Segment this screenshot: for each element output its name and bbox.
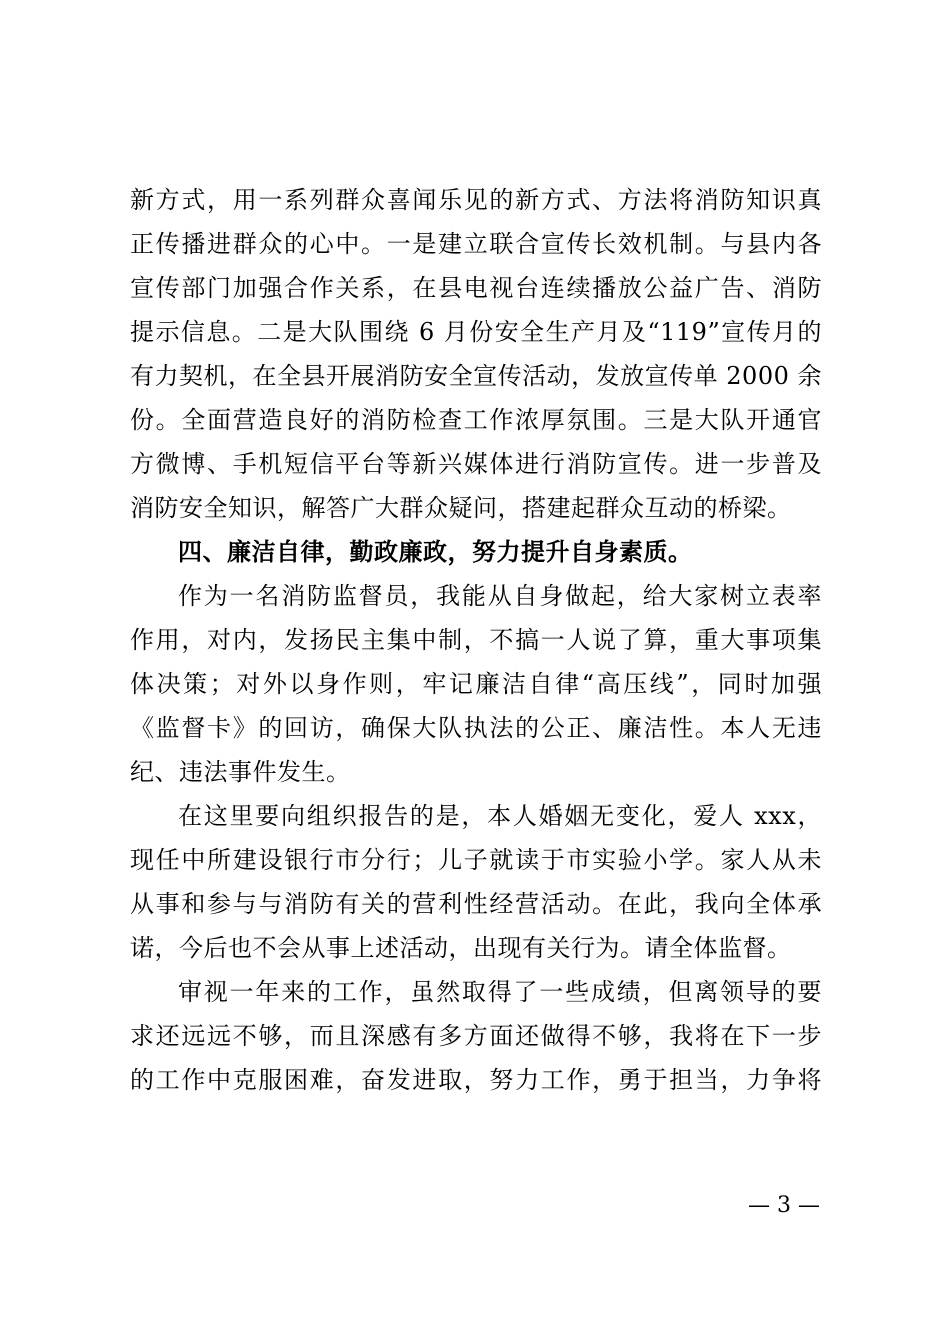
section-heading: 四、廉洁自律，勤政廉政，努力提升自身素质。 — [178, 537, 693, 566]
body-text — [130, 178, 822, 1102]
text-line: 审视一年来的工作，虽然取得了一些成绩，但离领导的要 — [178, 978, 822, 1006]
text-line: 有力契机，在全县开展消防安全宣传活动，发放宣传单 2000 余 — [130, 362, 822, 390]
page-number: — 3 — — [748, 1193, 820, 1218]
text-line: 在这里要向组织报告的是，本人婚姻无变化，爱人 xxx， — [178, 802, 822, 830]
text-line: 新方式，用一系列群众喜闻乐见的新方式、方法将消防知识真 — [130, 186, 822, 214]
text-line: 作为一名消防监督员，我能从自身做起，给大家树立表率 — [178, 582, 822, 610]
text-line: 提示信息。二是大队围绕 6 月份安全生产月及“119”宣传月的 — [130, 318, 822, 346]
text-line: 宣传部门加强合作关系，在县电视台连续播放公益广告、消防 — [130, 274, 822, 302]
text-line: 纪、违法事件发生。 — [130, 758, 351, 786]
text-line: 的工作中克服困难，奋发进取，努力工作，勇于担当，力争将 — [130, 1066, 822, 1094]
text-line: 份。全面营造良好的消防检查工作浓厚氛围。三是大队开通官 — [130, 406, 822, 434]
text-line: 现任中所建设银行市分行；儿子就读于市实验小学。家人从未 — [130, 846, 822, 874]
text-line: 体决策；对外以身作则，牢记廉洁自律“高压线”，同时加强 — [130, 670, 822, 698]
text-line: 作用，对内，发扬民主集中制，不搞一人说了算，重大事项集 — [130, 626, 822, 654]
text-line: 方微博、手机短信平台等新兴媒体进行消防宣传。进一步普及 — [130, 450, 822, 478]
text-line: 求还远远不够，而且深感有多方面还做得不够，我将在下一步 — [130, 1022, 822, 1050]
text-line: 诺，今后也不会从事上述活动，出现有关行为。请全体监督。 — [130, 934, 792, 962]
text-line: 《监督卡》的回访，确保大队执法的公正、廉洁性。本人无违 — [130, 714, 822, 742]
text-line: 消防安全知识，解答广大群众疑问，搭建起群众互动的桥梁。 — [130, 494, 792, 522]
text-line: 从事和参与与消防有关的营利性经营活动。在此，我向全体承 — [130, 890, 822, 918]
text-line: 正传播进群众的心中。一是建立联合宣传长效机制。与县内各 — [130, 230, 822, 258]
